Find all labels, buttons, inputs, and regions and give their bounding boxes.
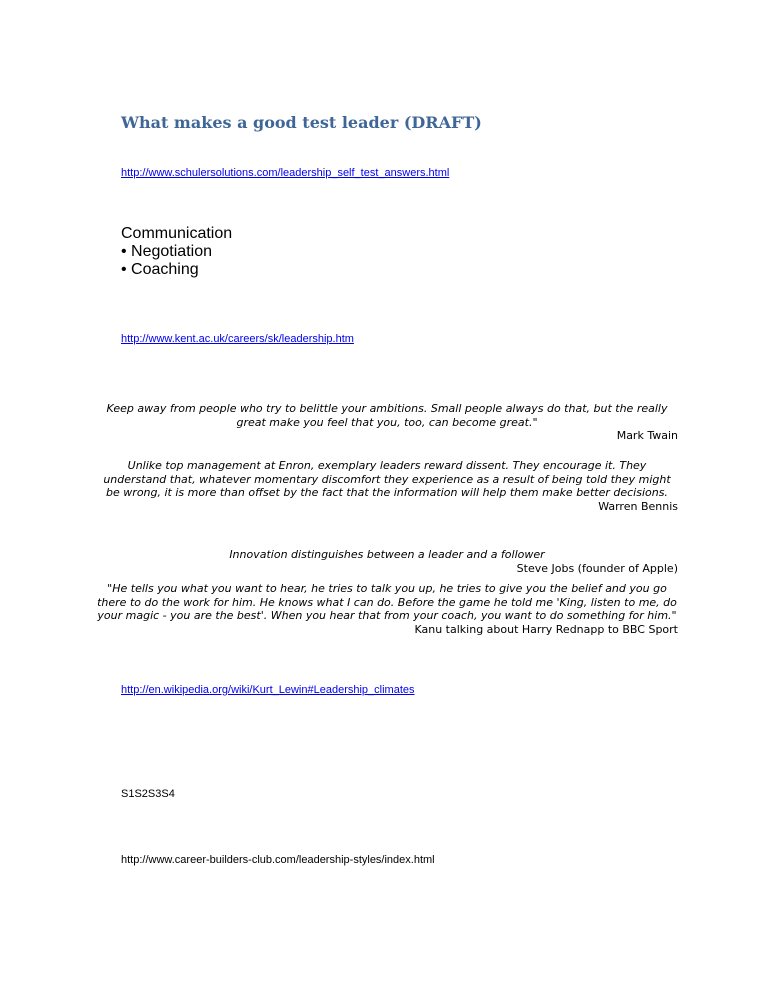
document-title: What makes a good test leader (DRAFT) (121, 113, 482, 132)
quote-text: Innovation distinguishes between a leader and a follower (229, 548, 545, 561)
quote-author: Warren Bennis (598, 499, 678, 513)
schulersolutions-link[interactable]: http://www.schulersolutions.com/leadership_self_test_answers.html (121, 167, 450, 179)
quote-text: "He tells you what you want to hear, he tries to talk you up, he tries to give you the belief and you go there to do the work for him. He knows what I can do. Before the game he told me 'King, listen to me, do your magic - you are the best'. When you hear that from your coach, you want to do something for him." (97, 582, 677, 622)
skill-coaching: • Coaching (121, 261, 199, 278)
code-text: S1S2S3S4 (121, 788, 175, 800)
quote-author: Mark Twain (616, 429, 678, 442)
quote-text: Keep away from people who try to belittle your ambitions. Small people always do that, but the really great make you feel that you, too, can become great." (106, 402, 668, 429)
quote-steve-jobs (96, 548, 678, 575)
quote-mark-twain (96, 402, 678, 443)
quote-warren-bennis (96, 459, 678, 513)
wikipedia-kurt-lewin-link[interactable]: http://en.wikipedia.org/wiki/Kurt_Lewin#Leadership_climates (121, 684, 415, 696)
career-builders-url: http://www.career-builders-club.com/leadership-styles/index.html (121, 854, 435, 866)
quote-text: Unlike top management at Enron, exemplary leaders reward dissent. They encourage it. They understand that, whatever momentary discomfort they experience as a result of being told they might be wrong, it is more than offset by the fact that the information will help them make better decisions. (103, 459, 671, 499)
kent-careers-link[interactable]: http://www.kent.ac.uk/careers/sk/leadership.htm (121, 333, 354, 345)
quote-author: Steve Jobs (founder of Apple) (516, 561, 678, 575)
skill-communication: Communication (121, 225, 233, 242)
quote-author: Kanu talking about Harry Rednapp to BBC Sport (414, 622, 678, 636)
skills-list (121, 225, 232, 279)
skill-negotiation: • Negotiation (121, 243, 212, 260)
quote-kanu (96, 582, 678, 636)
